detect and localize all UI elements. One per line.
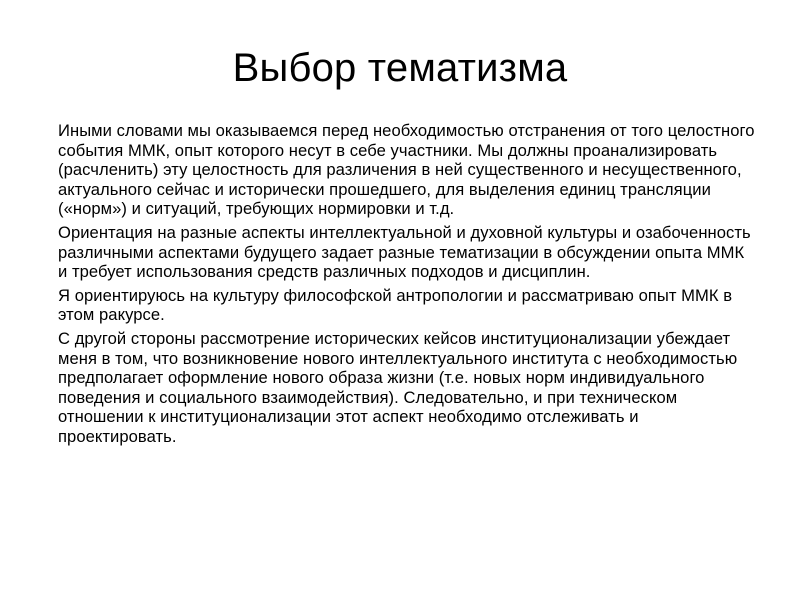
slide-title: Выбор тематизма	[232, 46, 568, 90]
paragraph-3: Я ориентируюсь на культуру философской антропологии и рассматриваю опыт ММК в этом ракурсе.	[58, 285, 733, 325]
slide-body	[58, 121, 758, 451]
paragraph-4: С другой стороны рассмотрение исторических кейсов институционализации убеждает меня в том, что возникновение нового интеллектуального института с необходимостью предполагает оформление нового образа жизни (т.е. новых норм индивидуального поведения и социального взаимодействия). Следовательно, и при техническом отношении к институционализации этот аспект необходимо отслеживать и проектировать.	[58, 328, 738, 446]
paragraph-2: Ориентация на разные аспекты интеллектуальной и духовной культуры и озабоченность различными аспектами будущего задает разные тематизации в обсуждении опыта ММК и требует использования средств различных подходов и дисциплин.	[58, 222, 751, 282]
paragraph-1: Иными словами мы оказываемся перед необходимостью отстранения от того целостного события ММК, опыт которого несут в себе участники. Мы должны проанализировать (расчленить) эту целостность для различения в ней существенного и несущественного, актуального сейчас и исторически прошедшего, для выделения единиц трансляции («норм») и ситуаций, требующих нормировки и т.д.	[58, 121, 755, 219]
